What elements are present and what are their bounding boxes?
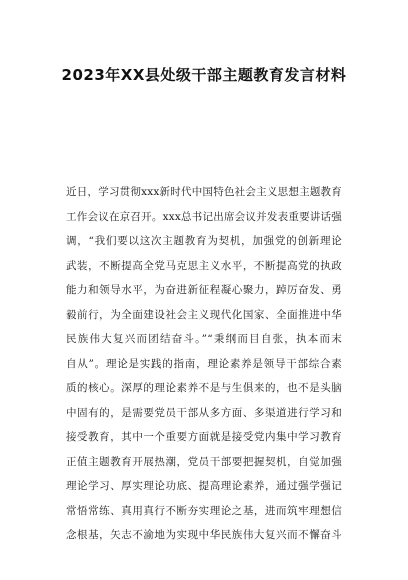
paragraph-line: 近日，学习贯彻xxx新时代中国特色社会主义思想主题教育 [66, 186, 342, 198]
paragraph-line: 正值主题教育开展热潮，党员干部要把握契机，自觉加强 [66, 455, 342, 468]
paragraph-line: 中固有的，是需要党员干部从多方面、多渠道进行学习和 [66, 406, 342, 419]
paragraph-line: 接受教育，其中一个重要方面就是接受党内集中学习教育 [66, 431, 342, 443]
paragraph-line: 毅前行，为全面建设社会主义现代化国家、全面推进中华 [66, 308, 342, 321]
paragraph-line: 能力和领导水平，为奋进新征程凝心聚力，踔厉奋发、勇 [66, 284, 342, 296]
paragraph-line: 常悟常练、真用真行不断夯实理论之基，进而筑牢理想信 [66, 504, 342, 517]
paragraph-line: 自从”。理论是实践的指南，理论素养是领导干部综合素 [66, 357, 342, 370]
paragraph-line: 质的核心。深厚的理论素养不是与生俱来的，也不是头脑 [66, 382, 342, 394]
paragraph-line: 念根基，矢志不渝地为实现中华民族伟大复兴而不懈奋斗 [66, 529, 342, 541]
paragraph-line: 调，“我们要以这次主题教育为契机，加强党的创新理论 [66, 235, 342, 247]
paragraph-line: 工作会议在京召开。xxx总书记出席会议并发表重要讲话强 [66, 210, 342, 223]
paragraph-line: 武装，不断提高全党马克思主义水平，不断提高党的执政 [66, 259, 342, 272]
paragraph-line: 理论学习、厚实理论功底、提高理论素养，通过强学强记 [66, 480, 342, 492]
paragraph-line: 民族伟大复兴而团结奋斗。”“秉纲而目自张，执本而末 [66, 333, 342, 345]
body-paragraph [66, 180, 342, 548]
document-title: 2023年XX县处级干部主题教育发言材料 [61, 66, 347, 84]
